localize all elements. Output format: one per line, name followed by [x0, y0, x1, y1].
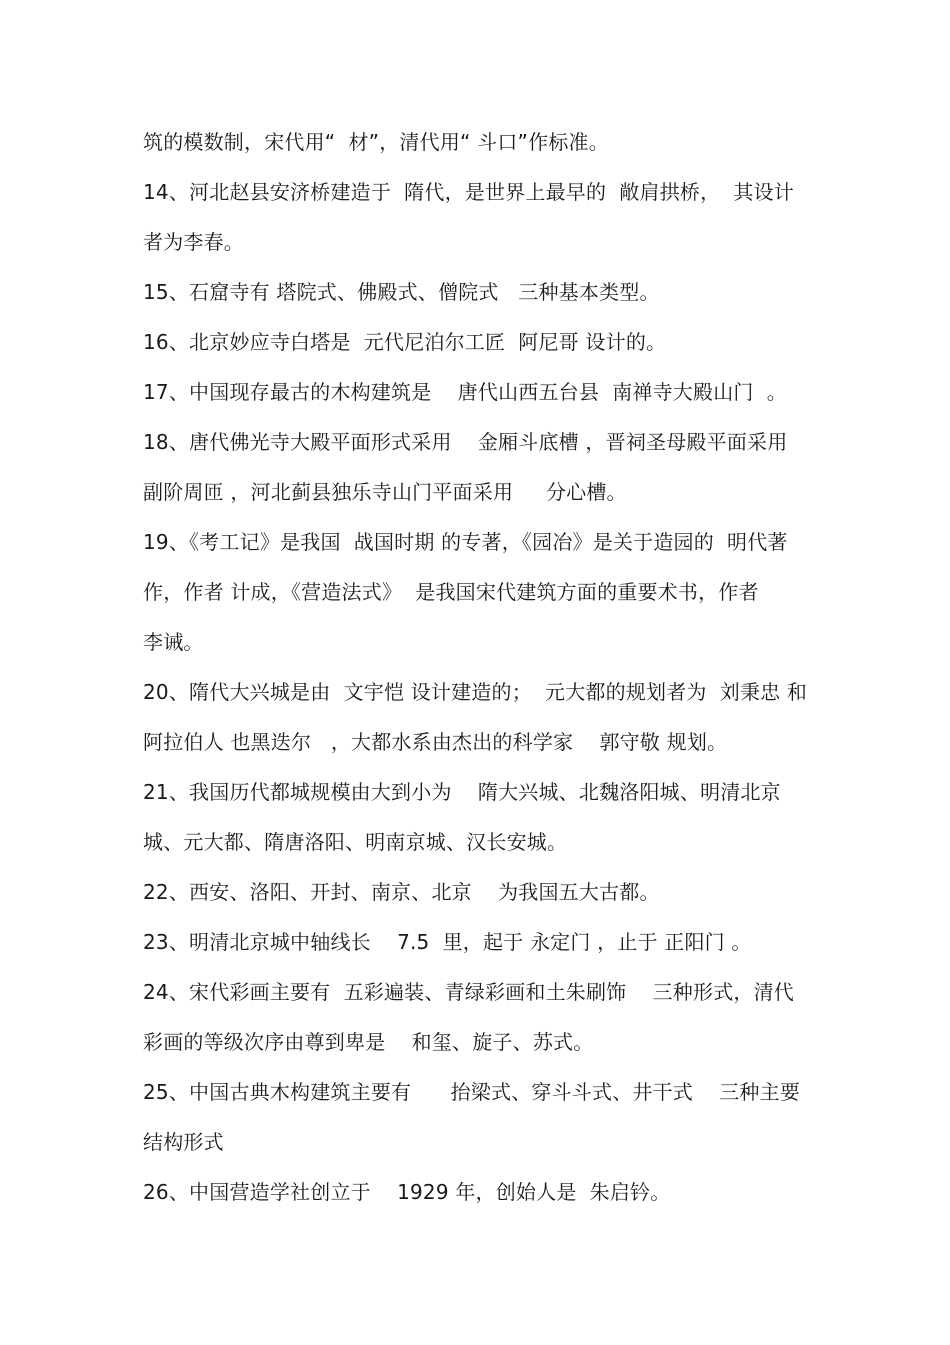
text-line: 18、唐代佛光寺大殿平面形式采用 金厢斗底槽 ，晋祠圣母殿平面采用 [143, 430, 788, 454]
text-line: 20、隋代大兴城是由 文宇恺 设计建造的； 元大都的规划者为 刘秉忠 和 [143, 680, 808, 704]
text-line: 16、北京妙应寺白塔是 元代尼泊尔工匠 阿尼哥 设计的。 [143, 330, 667, 354]
text-line: 23、明清北京城中轴线长 7.5 里，起于 永定门 ，止于 正阳门 。 [143, 930, 752, 954]
text-line: 17、中国现存最古的木构建筑是 唐代山西五台县 南禅寺大殿山门 。 [143, 380, 787, 404]
text-line: 阿拉伯人 也黑迭尔 ，大都水系由杰出的科学家 郭守敬 规划。 [143, 730, 728, 754]
text-line: 25、中国古典木构建筑主要有 抬梁式、穿斗斗式、井干式 三种主要 [143, 1080, 801, 1104]
text-line: 15、石窟寺有 塔院式、佛殿式、僧院式 三种基本类型。 [143, 280, 660, 304]
text-line: 筑的模数制，宋代用“ 材”，清代用“ 斗口”作标准。 [143, 130, 609, 154]
text-line: 14、河北赵县安济桥建造于 隋代，是世界上最早的 敞肩拱桥， 其设计 [143, 180, 794, 204]
text-line: 城、元大都、隋唐洛阳、明南京城、汉长安城。 [143, 830, 568, 854]
text-line: 19、《考工记》是我国 战国时期 的专著，《园冶》是关于造园的 明代著 [143, 530, 788, 554]
text-line: 作，作者 计成，《营造法式》 是我国宋代建筑方面的重要术书，作者 [143, 580, 759, 604]
text-line: 李诫。 [143, 630, 204, 654]
text-line: 26、中国营造学社创立于 1929 年，创始人是 朱启钤。 [143, 1180, 671, 1204]
text-line: 22、西安、洛阳、开封、南京、北京 为我国五大古都。 [143, 880, 660, 904]
text-line: 21、我国历代都城规模由大到小为 隋大兴城、北魏洛阳城、明清北京 [143, 780, 781, 804]
text-line: 彩画的等级次序由尊到卑是 和玺、旋子、苏式。 [143, 1030, 594, 1054]
text-line: 者为李春。 [143, 230, 244, 254]
text-line: 副阶周匝 ，河北蓟县独乐寺山门平面采用 分心槽。 [143, 480, 627, 504]
text-line: 24、宋代彩画主要有 五彩遍装、青绿彩画和土朱刷饰 三种形式，清代 [143, 980, 794, 1004]
text-line: 结构形式 [143, 1130, 224, 1154]
